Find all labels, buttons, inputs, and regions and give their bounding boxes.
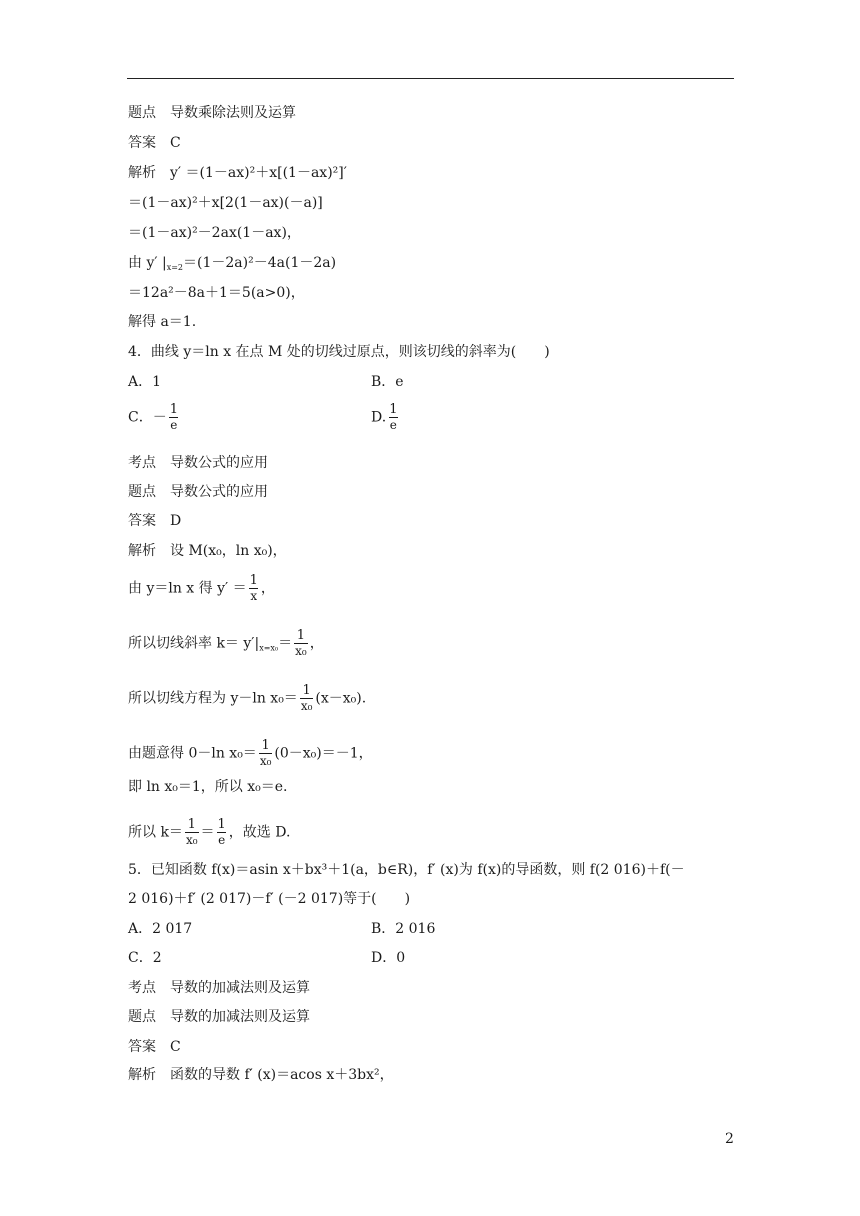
q5-stem-line-1: 5．已知函数 f(x)＝asin x＋bx³＋1(a，b∈R)，f′ (x)为 f(x)的导函数，则 f(2 016)＋f(－ xyxy=(128,862,685,878)
eval-expression: ＝(1－2a)²－4a(1－2a) xyxy=(183,255,337,271)
fraction xyxy=(388,402,398,433)
fraction-numerator: 1 xyxy=(296,628,306,643)
derivation-text: 由 y＝ln x 得 y′ ＝ xyxy=(128,580,247,597)
q4-option-b: B．e xyxy=(371,374,404,390)
derivation-text-end: ， xyxy=(260,580,275,597)
q5-kaodian-line xyxy=(128,979,310,997)
q4-kaodian-line xyxy=(128,454,268,472)
fraction-numerator: 1 xyxy=(169,402,178,417)
answer-value: C xyxy=(170,135,181,151)
q5-option-b: B．2 016 xyxy=(371,921,436,937)
option-c-prefix: C．－ xyxy=(128,409,167,426)
q4-analysis-line-4 xyxy=(128,683,366,714)
fraction-numerator: 1 xyxy=(302,683,311,698)
conclusion-equals: ＝ xyxy=(200,824,215,841)
q4-analysis-line-7 xyxy=(128,817,290,848)
fraction-denominator: e xyxy=(170,418,178,432)
slope-equals: ＝ xyxy=(278,635,293,652)
q5-option-a: A．2 017 xyxy=(128,921,193,937)
fraction-numerator: 1 xyxy=(187,817,196,832)
eval-subscript: x=x₀ xyxy=(259,643,279,653)
tangent-text-end: (x－x₀). xyxy=(315,690,367,707)
q4-answer-line xyxy=(128,512,181,530)
topic-label: 题点 xyxy=(128,105,156,121)
q4-analysis-line-3 xyxy=(128,628,324,659)
fraction xyxy=(300,683,314,714)
tangent-text: 所以切线方程为 y－ln x₀＝ xyxy=(128,690,298,707)
fraction-denominator: e xyxy=(218,833,226,847)
q4-stem: 4．曲线 y＝ln x 在点 M 处的切线过原点，则该切线的斜率为( ) xyxy=(128,344,550,360)
kaodian-label: 考点 xyxy=(128,455,156,471)
fraction-numerator: 1 xyxy=(261,738,270,753)
q3-answer-line xyxy=(128,134,181,152)
answer-value: C xyxy=(170,1039,181,1055)
fraction-numerator: 1 xyxy=(217,817,226,832)
analysis-label: 解析 xyxy=(128,165,156,181)
topic-label: 题点 xyxy=(128,484,156,500)
fraction-numerator: 1 xyxy=(249,573,258,588)
q5-analysis-line-1 xyxy=(128,1066,394,1084)
q3-analysis-line-6: 解得 a＝1. xyxy=(128,314,197,330)
q4-analysis-line-1 xyxy=(128,542,287,560)
conclusion-text: 所以 k＝ xyxy=(128,824,183,841)
kaodian-label: 考点 xyxy=(128,980,156,996)
answer-label: 答案 xyxy=(128,1039,156,1055)
q3-analysis-line-1 xyxy=(128,164,347,182)
fraction xyxy=(294,628,308,659)
fraction-denominator: x₀ xyxy=(259,754,272,768)
q5-topic-line xyxy=(128,1008,310,1026)
kaodian-text: 导数公式的应用 xyxy=(170,455,268,471)
kaodian-text: 导数的加减法则及运算 xyxy=(170,980,310,996)
q3-analysis-line-3: ＝(1－ax)²－2ax(1－ax)， xyxy=(128,225,301,241)
answer-label: 答案 xyxy=(128,513,156,529)
fraction-denominator: x xyxy=(250,589,258,603)
q3-topic-line xyxy=(128,104,296,122)
q4-analysis-line-2 xyxy=(128,573,275,604)
q5-option-c: C．2 xyxy=(128,950,162,966)
header-rule xyxy=(127,78,734,79)
q3-analysis-line-2: ＝(1－ax)²＋x[2(1－ax)(－a)] xyxy=(128,195,323,211)
option-d-prefix: D. xyxy=(371,409,387,426)
page-number: 2 xyxy=(725,1131,734,1147)
q4-topic-line xyxy=(128,483,268,501)
analysis-label: 解析 xyxy=(128,1067,156,1083)
slope-text: 所以切线斜率 k＝ y′| xyxy=(128,635,260,652)
fraction-numerator: 1 xyxy=(389,402,398,417)
slope-end: ， xyxy=(309,635,324,652)
fraction-denominator: x₀ xyxy=(300,699,313,713)
conclusion-text-end: ，故选 D. xyxy=(228,824,291,841)
q3-analysis-line-4 xyxy=(128,254,336,272)
answer-value: D xyxy=(170,513,182,529)
answer-label: 答案 xyxy=(128,135,156,151)
q4-option-c xyxy=(128,402,181,433)
topic-text: 导数的加减法则及运算 xyxy=(170,1009,310,1025)
q5-answer-line xyxy=(128,1038,181,1056)
fraction xyxy=(259,738,273,769)
fraction xyxy=(249,573,259,604)
fraction-denominator: x₀ xyxy=(185,833,198,847)
analysis-label: 解析 xyxy=(128,543,156,559)
q4-analysis-line-5 xyxy=(128,738,373,769)
analysis-text: 设 M(x₀，ln x₀)， xyxy=(170,543,287,559)
q4-option-d xyxy=(371,402,400,433)
analysis-text: y′ ＝(1－ax)²＋x[(1－ax)²]′ xyxy=(170,165,347,181)
q3-analysis-line-5: ＝12a²－8a＋1＝5(a>0)， xyxy=(128,285,305,301)
condition-text-end: (0－x₀)＝－1， xyxy=(274,745,373,762)
fraction-denominator: x₀ xyxy=(295,644,307,658)
q4-analysis-line-6: 即 ln x₀＝1，所以 x₀＝e. xyxy=(128,779,288,795)
fraction xyxy=(185,817,199,848)
analysis-text: 函数的导数 f′ (x)＝acos x＋3bx²， xyxy=(170,1067,394,1083)
q5-option-d: D．0 xyxy=(371,950,406,966)
q5-stem-line-2: 2 016)＋f′ (2 017)－f′ (－2 017)等于( ) xyxy=(128,891,411,907)
topic-label: 题点 xyxy=(128,1009,156,1025)
fraction xyxy=(169,402,179,433)
q4-option-a: A．1 xyxy=(128,374,162,390)
topic-text: 导数乘除法则及运算 xyxy=(170,105,296,121)
condition-text: 由题意得 0－ln x₀＝ xyxy=(128,745,257,762)
fraction-denominator: e xyxy=(389,418,397,432)
eval-prefix: 由 y′ | xyxy=(128,255,167,271)
topic-text: 导数公式的应用 xyxy=(170,484,268,500)
fraction xyxy=(217,817,227,848)
eval-subscript: x=2 xyxy=(166,263,184,272)
